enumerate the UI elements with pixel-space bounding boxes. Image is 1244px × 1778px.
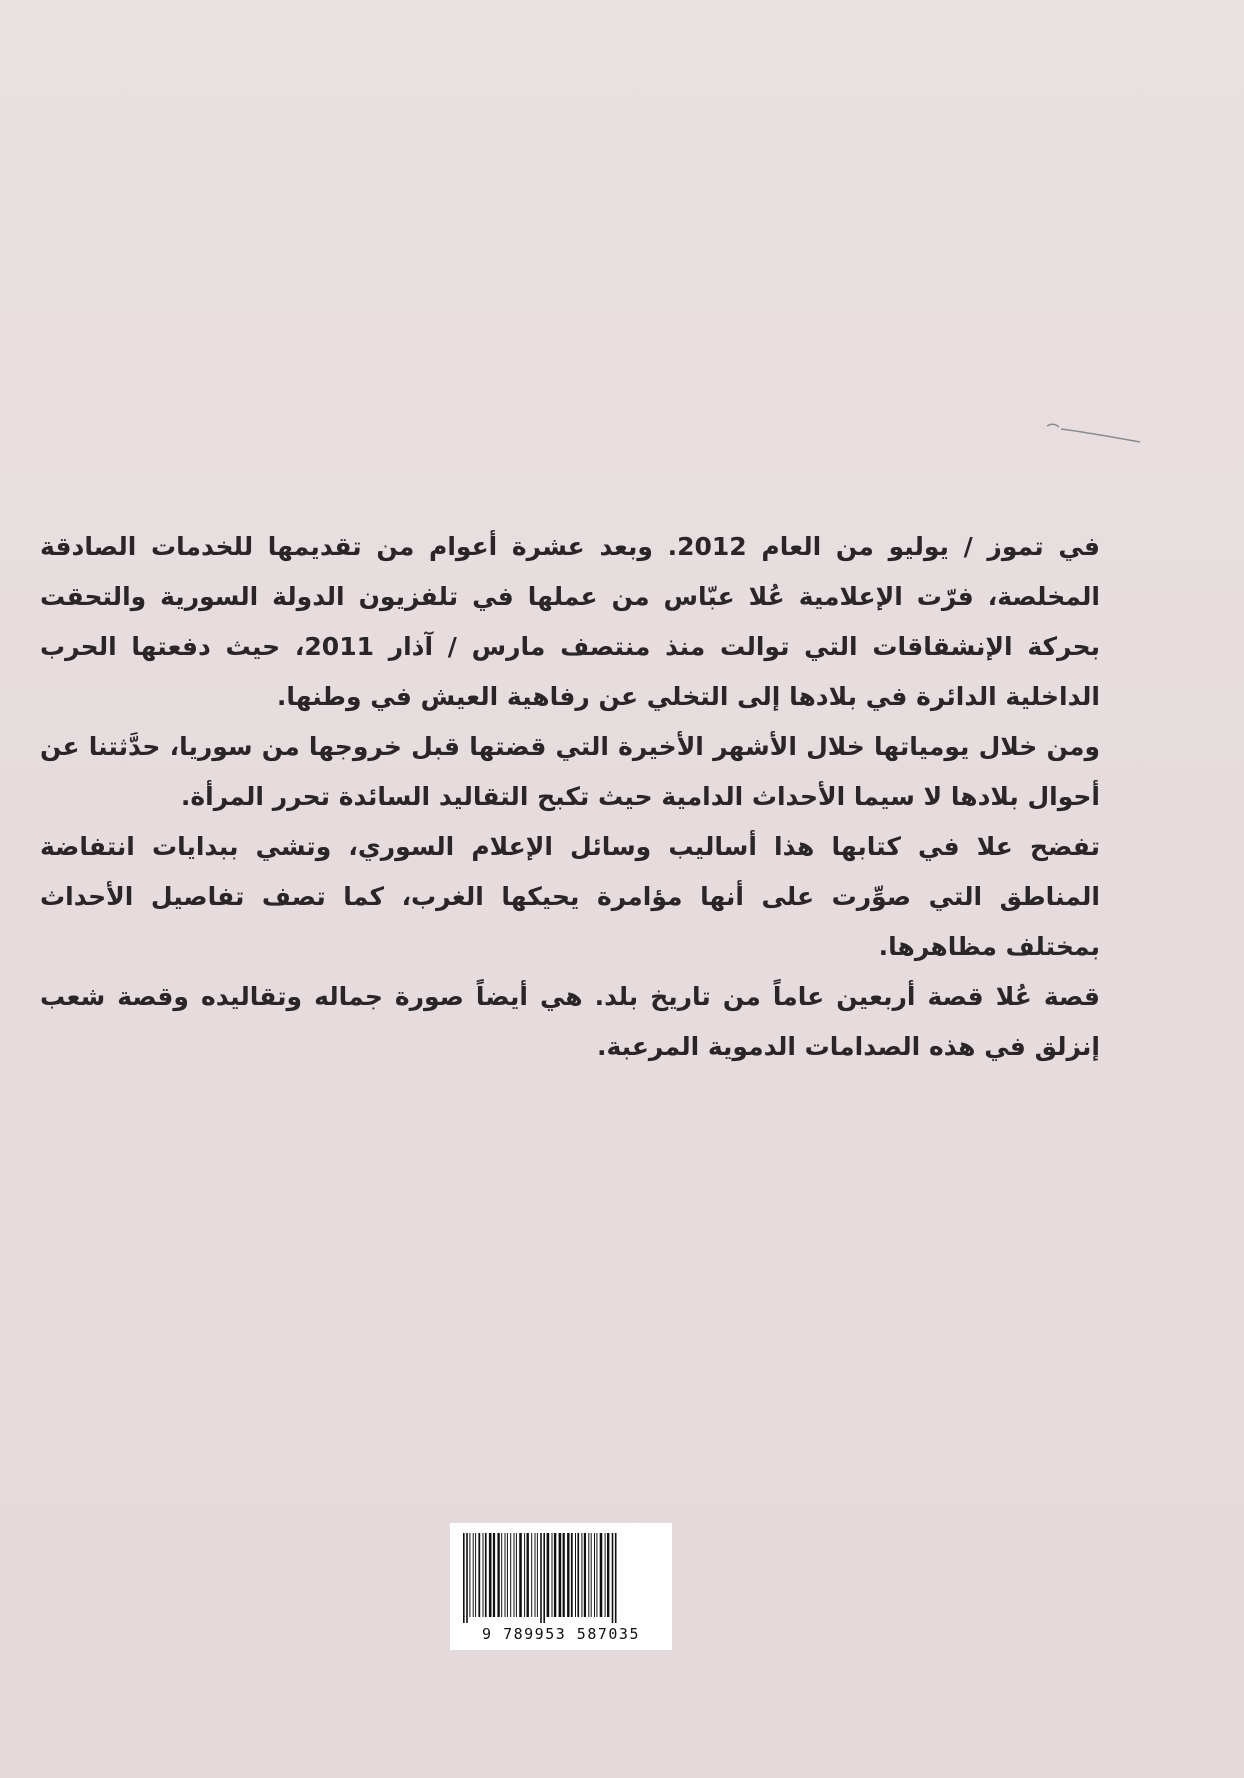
barcode-bar (493, 1533, 495, 1617)
barcode-bar (473, 1533, 474, 1617)
blurb-paragraph: في تموز / يوليو من العام 2012. وبعد عشرة أعوام من تقديمها للخدمات الصادقة المخلصة، فرّت الإعلامية عُلا عبّاس من عملها في تلفزيون الدولة السورية والتحقت بحركة الإنشقاقات التي توالت منذ منتصف مارس / آذار 2011، حيث دفعتها الحرب الداخلية الدائرة في بلادها إلى التخلي عن رفاهية العيش في وطنها. (40, 532, 1100, 711)
barcode-bar (607, 1533, 609, 1617)
barcode-bar (571, 1533, 573, 1617)
barcode-bar (588, 1533, 589, 1617)
barcode-bar (552, 1533, 553, 1617)
isbn-number: 9 789953 587035 (482, 1625, 640, 1643)
barcode-bar (543, 1533, 545, 1623)
barcode-bar (524, 1533, 525, 1617)
barcode-bar (527, 1533, 529, 1617)
blurb-paragraph: ومن خلال يومياتها خلال الأشهر الأخيرة التي قضتها قبل خروجها من سوريا، حدَّثتنا عن أحوال بلادها لا سيما الأحداث الدامية حيث تكبح التقاليد السائدة تحرر المرأة. (40, 732, 1100, 811)
blurb-paragraph: تفضح علا في كتابها هذا أساليب وسائل الإعلام السوري، وتشي ببدايات انتفاضة المناطق التي صوِّرت على أنها مؤامرة يحيكها الغرب، كما تصف تفاصيل الأحداث بمختلف مظاهرها. (40, 832, 1100, 961)
barcode-bar (559, 1533, 562, 1617)
barcode-bar (497, 1533, 499, 1617)
barcode-bar (505, 1533, 506, 1617)
barcode-bar (554, 1533, 556, 1617)
blurb-paragraph: قصة عُلا قصة أربعين عاماً من تاريخ بلد. هي أيضاً صورة جماله وتقاليده وقصة شعب إنزلق في هذه الصدامات الدموية المرعبة. (40, 982, 1100, 1061)
barcode-bar (489, 1533, 492, 1617)
barcode-bar (600, 1533, 603, 1617)
barcode-bar (483, 1533, 484, 1617)
barcode-bar (485, 1533, 487, 1617)
barcode-bar (501, 1533, 502, 1617)
barcode-bar (537, 1533, 538, 1617)
pen-mark (1045, 418, 1145, 444)
barcode-bar (478, 1533, 480, 1617)
barcode-bar (563, 1533, 565, 1617)
barcode-bar (540, 1533, 542, 1623)
barcode-bar (581, 1533, 582, 1617)
barcode-bar (514, 1533, 515, 1617)
barcode-bar (510, 1533, 511, 1617)
barcode-bar (516, 1533, 517, 1617)
barcode-bar (577, 1533, 579, 1617)
barcode-bar (615, 1533, 617, 1623)
blurb-text (40, 522, 1100, 1072)
barcode-bar (584, 1533, 586, 1617)
barcode-bar (469, 1533, 470, 1617)
barcode-bar (466, 1533, 468, 1623)
barcode-bar (591, 1533, 592, 1617)
barcode-bar (594, 1533, 595, 1617)
barcode-bar (531, 1533, 532, 1617)
barcode-bar (475, 1533, 476, 1617)
barcode-bar (463, 1533, 465, 1623)
barcode-bar (596, 1533, 597, 1617)
barcode-bar (519, 1533, 522, 1617)
isbn-barcode (450, 1523, 672, 1650)
barcode-bar (612, 1533, 614, 1623)
barcode-bar (567, 1533, 569, 1617)
barcode-bars (461, 1533, 661, 1623)
barcode-bar (547, 1533, 550, 1617)
barcode-bar (605, 1533, 606, 1617)
barcode-bar (575, 1533, 576, 1617)
barcode-bar (535, 1533, 536, 1617)
barcode-bar (507, 1533, 508, 1617)
